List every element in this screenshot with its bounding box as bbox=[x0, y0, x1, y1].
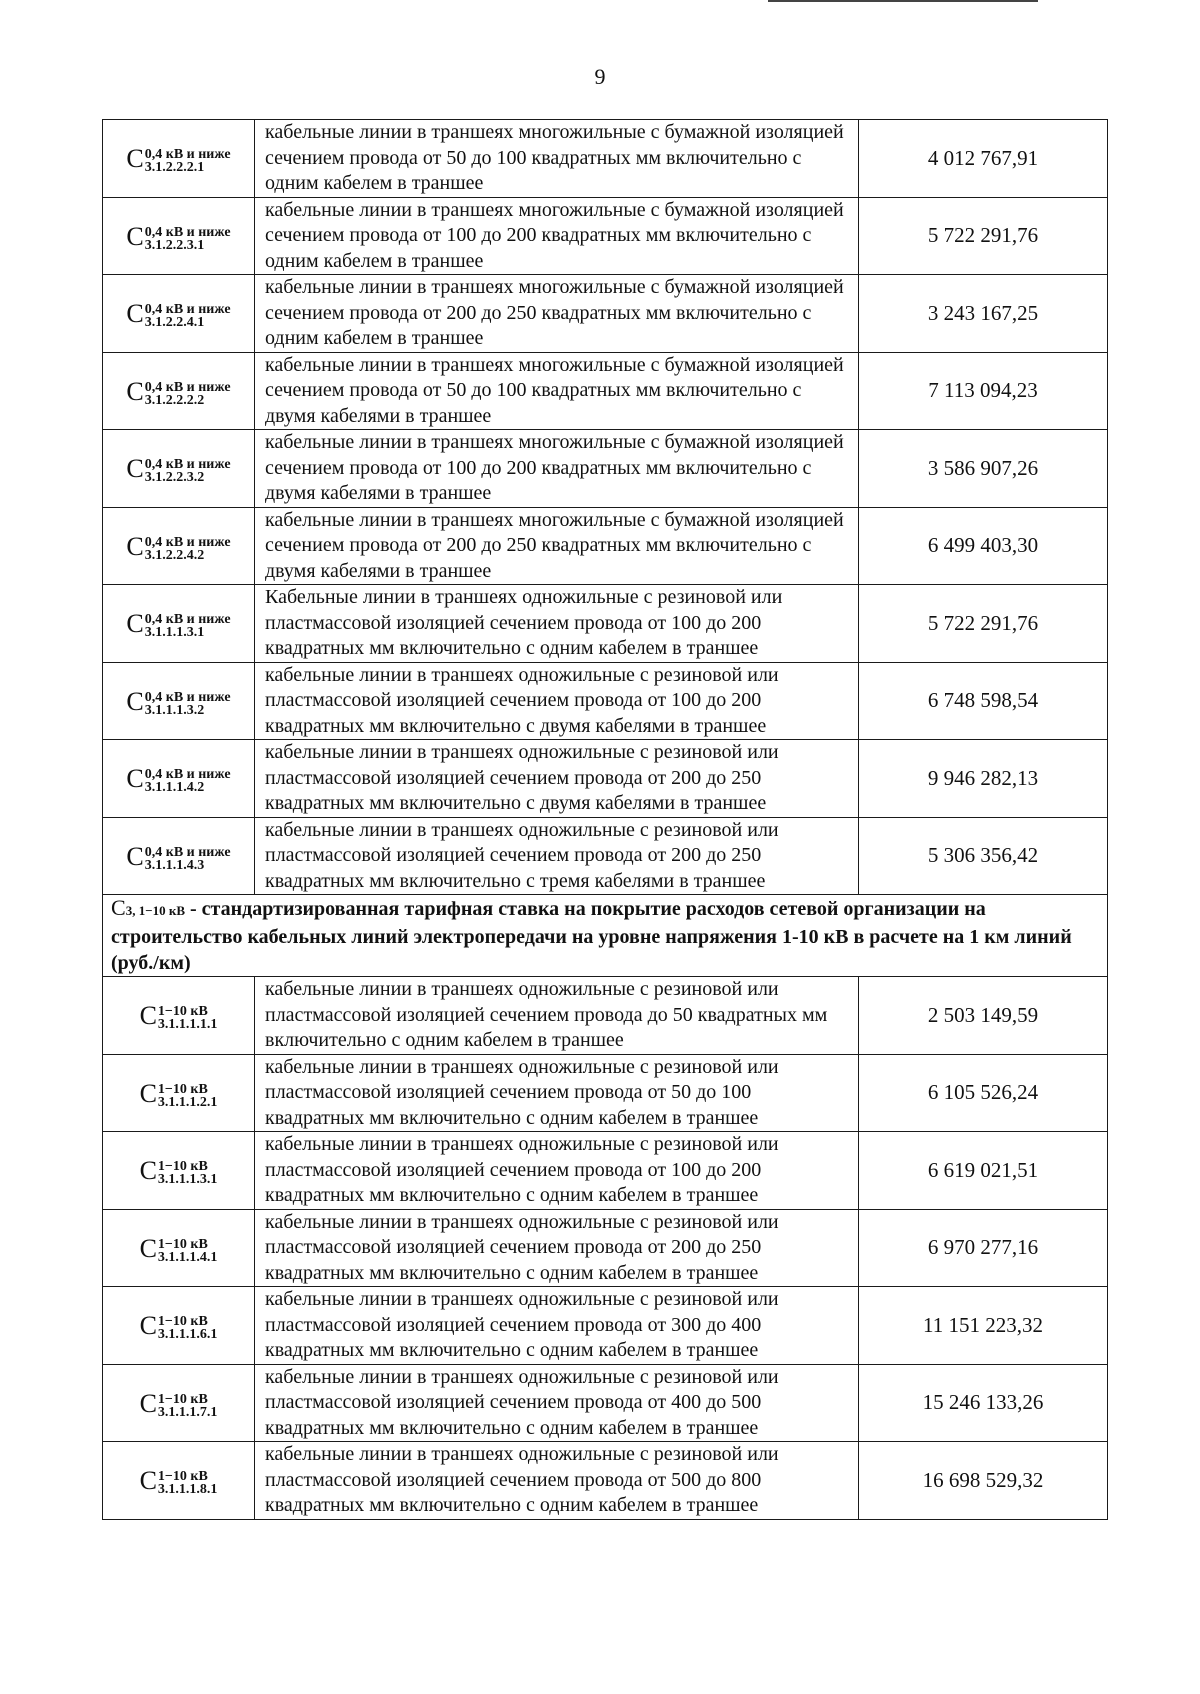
rate-value-cell: 15 246 133,26 bbox=[859, 1364, 1108, 1442]
rate-value-cell: 5 306 356,42 bbox=[859, 817, 1108, 895]
rate-code-index: 3.1.1.1.6.1 bbox=[157, 1327, 218, 1343]
rate-description-cell: кабельные линии в траншеях многожильные с бумажной изоляцией сечением провода от 50 до 100 квадратных мм включительно с двумя кабелями в траншее bbox=[255, 352, 859, 430]
rate-code-symbol: C bbox=[126, 299, 144, 329]
rate-value-cell: 6 105 526,24 bbox=[859, 1054, 1108, 1132]
rate-code-cell bbox=[103, 740, 255, 818]
rate-code-scripts bbox=[158, 1315, 218, 1341]
rate-code-symbol: C bbox=[139, 1001, 157, 1031]
table-row bbox=[103, 1287, 1108, 1365]
rate-code-scripts bbox=[145, 768, 231, 794]
table-row bbox=[103, 352, 1108, 430]
tariff-rates-table-body bbox=[103, 120, 1108, 1520]
rate-value-cell: 3 243 167,25 bbox=[859, 275, 1108, 353]
rate-code-cell bbox=[103, 352, 255, 430]
table-row bbox=[103, 1442, 1108, 1520]
rate-description-cell: кабельные линии в траншеях многожильные с бумажной изоляцией сечением провода от 50 до 100 квадратных мм включительно с одним кабелем в траншее bbox=[255, 120, 859, 198]
rate-code-cell bbox=[103, 977, 255, 1055]
rate-code-symbol: C bbox=[126, 144, 144, 174]
rate-code-scripts bbox=[145, 458, 231, 484]
rate-code-cell bbox=[103, 197, 255, 275]
rate-code-index: 3.1.2.2.3.1 bbox=[144, 237, 205, 253]
rate-code-scripts bbox=[145, 303, 231, 329]
rate-code-scripts bbox=[145, 691, 231, 717]
rate-code-cell bbox=[103, 1287, 255, 1365]
rate-code-index: 3.1.2.2.4.2 bbox=[144, 547, 205, 563]
scan-top-edge-mark bbox=[768, 0, 1038, 2]
rate-code-cell bbox=[103, 1364, 255, 1442]
rate-value-cell: 16 698 529,32 bbox=[859, 1442, 1108, 1520]
rate-description-cell: кабельные линии в траншеях одножильные с резиновой или пластмассовой изоляцией сечением провода от 200 до 250 квадратных мм включительно с двумя кабелями в траншее bbox=[255, 740, 859, 818]
rate-code-cell bbox=[103, 507, 255, 585]
rate-code-scripts bbox=[145, 613, 231, 639]
rate-description-cell: кабельные линии в траншеях многожильные с бумажной изоляцией сечением провода от 100 до 200 квадратных мм включительно с одним кабелем в траншее bbox=[255, 197, 859, 275]
rate-code-symbol: C bbox=[139, 1233, 157, 1263]
table-row bbox=[103, 507, 1108, 585]
rate-value-cell: 3 586 907,26 bbox=[859, 430, 1108, 508]
rate-code-voltage: 0,4 кВ и ниже bbox=[144, 844, 231, 860]
rate-code-scripts bbox=[158, 1160, 218, 1186]
rate-code-cell bbox=[103, 1054, 255, 1132]
table-row bbox=[103, 1054, 1108, 1132]
table-row bbox=[103, 1364, 1108, 1442]
table-row bbox=[103, 430, 1108, 508]
rate-code-voltage: 0,4 кВ и ниже bbox=[144, 767, 231, 783]
rate-code-voltage: 0,4 кВ и ниже bbox=[144, 612, 231, 628]
tariff-rates-table bbox=[102, 119, 1108, 1520]
rate-code-symbol: C bbox=[139, 1311, 157, 1341]
rate-code-symbol: C bbox=[126, 686, 144, 716]
rate-code-index: 3.1.1.1.8.1 bbox=[157, 1482, 218, 1498]
rate-code-index: 3.1.1.1.4.1 bbox=[157, 1249, 218, 1265]
rate-value-cell: 7 113 094,23 bbox=[859, 352, 1108, 430]
rate-code-voltage: 1−10 кВ bbox=[157, 1469, 208, 1485]
table-row bbox=[103, 1209, 1108, 1287]
rate-code-symbol: C bbox=[139, 1388, 157, 1418]
rate-code-voltage: 0,4 кВ и ниже bbox=[144, 302, 231, 318]
rate-code-scripts bbox=[145, 148, 231, 174]
rate-code-voltage: 1−10 кВ bbox=[157, 1236, 208, 1252]
rate-description-cell: кабельные линии в траншеях одножильные с резиновой или пластмассовой изоляцией сечением провода до 50 квадратных мм включительно с одним кабелем в траншее bbox=[255, 977, 859, 1055]
rate-code-symbol: C bbox=[126, 609, 144, 639]
rate-code-cell bbox=[103, 430, 255, 508]
rate-code-symbol: C bbox=[139, 1078, 157, 1108]
rate-code-symbol: C bbox=[126, 376, 144, 406]
rate-code-scripts bbox=[158, 1393, 218, 1419]
section-header-cell bbox=[103, 895, 1108, 977]
rate-code-cell bbox=[103, 275, 255, 353]
rate-code-voltage: 0,4 кВ и ниже bbox=[144, 689, 231, 705]
rate-value-cell: 6 619 021,51 bbox=[859, 1132, 1108, 1210]
rate-code-voltage: 1−10 кВ bbox=[157, 1391, 208, 1407]
section-header-row bbox=[103, 895, 1108, 977]
rate-code-symbol: C bbox=[126, 764, 144, 794]
rate-code-voltage: 1−10 кВ bbox=[157, 1004, 208, 1020]
rate-code-symbol: C bbox=[126, 531, 144, 561]
rate-code-symbol: C bbox=[139, 1156, 157, 1186]
rate-code-cell bbox=[103, 120, 255, 198]
rate-code-index: 3.1.1.1.4.2 bbox=[144, 780, 205, 796]
rate-code-index: 3.1.2.2.2.1 bbox=[144, 160, 205, 176]
rate-code-index: 3.1.1.1.4.3 bbox=[144, 857, 205, 873]
rate-value-cell: 6 499 403,30 bbox=[859, 507, 1108, 585]
rate-description-cell: кабельные линии в траншеях одножильные с резиновой или пластмассовой изоляцией сечением провода от 300 до 400 квадратных мм включительно с одним кабелем в траншее bbox=[255, 1287, 859, 1365]
rate-description-cell: кабельные линии в траншеях одножильные с резиновой или пластмассовой изоляцией сечением провода от 100 до 200 квадратных мм включительно с двумя кабелями в траншее bbox=[255, 662, 859, 740]
rate-code-index: 3.1.2.2.3.2 bbox=[144, 470, 205, 486]
rate-code-cell bbox=[103, 585, 255, 663]
rate-code-voltage: 1−10 кВ bbox=[157, 1314, 208, 1330]
rate-code-symbol: C bbox=[126, 454, 144, 484]
rate-code-scripts bbox=[145, 381, 231, 407]
rate-code-index: 3.1.1.1.3.1 bbox=[144, 625, 205, 641]
table-row bbox=[103, 740, 1108, 818]
table-row bbox=[103, 585, 1108, 663]
rate-code-voltage: 1−10 кВ bbox=[157, 1081, 208, 1097]
section-header-text: - стандартизированная тарифная ставка на покрытие расходов сетевой организации на строительство кабельных линий электропередачи на уровне напряжения 1-10 кВ в расчете на 1 км линий (руб./км) bbox=[111, 898, 1072, 974]
rate-code-symbol: C bbox=[139, 1466, 157, 1496]
rate-code-index: 3.1.1.1.2.1 bbox=[157, 1094, 218, 1110]
rate-value-cell: 4 012 767,91 bbox=[859, 120, 1108, 198]
rate-code-voltage: 0,4 кВ и ниже bbox=[144, 379, 231, 395]
table-row bbox=[103, 275, 1108, 353]
rate-code-scripts bbox=[158, 1238, 218, 1264]
rate-code-scripts bbox=[145, 846, 231, 872]
rate-code-voltage: 1−10 кВ bbox=[157, 1159, 208, 1175]
rate-code-cell bbox=[103, 1132, 255, 1210]
rate-description-cell: кабельные линии в траншеях многожильные с бумажной изоляцией сечением провода от 100 до 200 квадратных мм включительно с двумя кабелями в траншее bbox=[255, 430, 859, 508]
rate-description-cell: Кабельные линии в траншеях одножильные с резиновой или пластмассовой изоляцией сечением провода от 100 до 200 квадратных мм включительно с одним кабелем в траншее bbox=[255, 585, 859, 663]
rate-code-scripts bbox=[158, 1470, 218, 1496]
rate-description-cell: кабельные линии в траншеях одножильные с резиновой или пластмассовой изоляцией сечением провода от 200 до 250 квадратных мм включительно с одним кабелем в траншее bbox=[255, 1209, 859, 1287]
rate-value-cell: 6 970 277,16 bbox=[859, 1209, 1108, 1287]
rate-description-cell: кабельные линии в траншеях одножильные с резиновой или пластмассовой изоляцией сечением провода от 100 до 200 квадратных мм включительно с одним кабелем в траншее bbox=[255, 1132, 859, 1210]
rate-code-cell bbox=[103, 662, 255, 740]
rate-code-scripts bbox=[158, 1005, 218, 1031]
rate-code-cell bbox=[103, 1209, 255, 1287]
rate-code-index: 3.1.2.2.2.2 bbox=[144, 392, 205, 408]
rate-code-index: 3.1.1.1.3.2 bbox=[144, 702, 205, 718]
page-number: 9 bbox=[594, 64, 606, 89]
rate-code-cell bbox=[103, 817, 255, 895]
rate-code-symbol: C bbox=[126, 841, 144, 871]
rate-value-cell: 11 151 223,32 bbox=[859, 1287, 1108, 1365]
rate-value-cell: 5 722 291,76 bbox=[859, 585, 1108, 663]
rate-value-cell: 6 748 598,54 bbox=[859, 662, 1108, 740]
rate-code-cell bbox=[103, 1442, 255, 1520]
rate-code-voltage: 0,4 кВ и ниже bbox=[144, 224, 231, 240]
rate-description-cell: кабельные линии в траншеях многожильные с бумажной изоляцией сечением провода от 200 до 250 квадратных мм включительно с одним кабелем в траншее bbox=[255, 275, 859, 353]
section-header-symbol: C bbox=[111, 895, 126, 920]
rate-code-voltage: 0,4 кВ и ниже bbox=[144, 147, 231, 163]
rate-value-cell: 5 722 291,76 bbox=[859, 197, 1108, 275]
table-row bbox=[103, 817, 1108, 895]
rate-code-index: 3.1.1.1.7.1 bbox=[157, 1404, 218, 1420]
rate-code-voltage: 0,4 кВ и ниже bbox=[144, 457, 231, 473]
section-header-subscript: 3, 1−10 кВ bbox=[125, 903, 186, 918]
rate-code-voltage: 0,4 кВ и ниже bbox=[144, 534, 231, 550]
rate-code-index: 3.1.2.2.4.1 bbox=[144, 315, 205, 331]
table-row bbox=[103, 120, 1108, 198]
table-row bbox=[103, 1132, 1108, 1210]
table-row bbox=[103, 977, 1108, 1055]
rate-description-cell: кабельные линии в траншеях одножильные с резиновой или пластмассовой изоляцией сечением провода от 400 до 500 квадратных мм включительно с одним кабелем в траншее bbox=[255, 1364, 859, 1442]
rate-description-cell: кабельные линии в траншеях одножильные с резиновой или пластмассовой изоляцией сечением провода от 50 до 100 квадратных мм включительно с одним кабелем в траншее bbox=[255, 1054, 859, 1132]
rate-code-scripts bbox=[145, 536, 231, 562]
table-row bbox=[103, 662, 1108, 740]
rate-value-cell: 9 946 282,13 bbox=[859, 740, 1108, 818]
rate-description-cell: кабельные линии в траншеях одножильные с резиновой или пластмассовой изоляцией сечением провода от 500 до 800 квадратных мм включительно с одним кабелем в траншее bbox=[255, 1442, 859, 1520]
rate-value-cell: 2 503 149,59 bbox=[859, 977, 1108, 1055]
rate-code-index: 3.1.1.1.3.1 bbox=[157, 1172, 218, 1188]
rate-description-cell: кабельные линии в траншеях многожильные с бумажной изоляцией сечением провода от 200 до 250 квадратных мм включительно с двумя кабелями в траншее bbox=[255, 507, 859, 585]
rate-code-scripts bbox=[145, 226, 231, 252]
table-row bbox=[103, 197, 1108, 275]
rate-code-symbol: C bbox=[126, 221, 144, 251]
rate-description-cell: кабельные линии в траншеях одножильные с резиновой или пластмассовой изоляцией сечением провода от 200 до 250 квадратных мм включительно с тремя кабелями в траншее bbox=[255, 817, 859, 895]
rate-code-index: 3.1.1.1.1.1 bbox=[157, 1017, 218, 1033]
rate-code-scripts bbox=[158, 1083, 218, 1109]
